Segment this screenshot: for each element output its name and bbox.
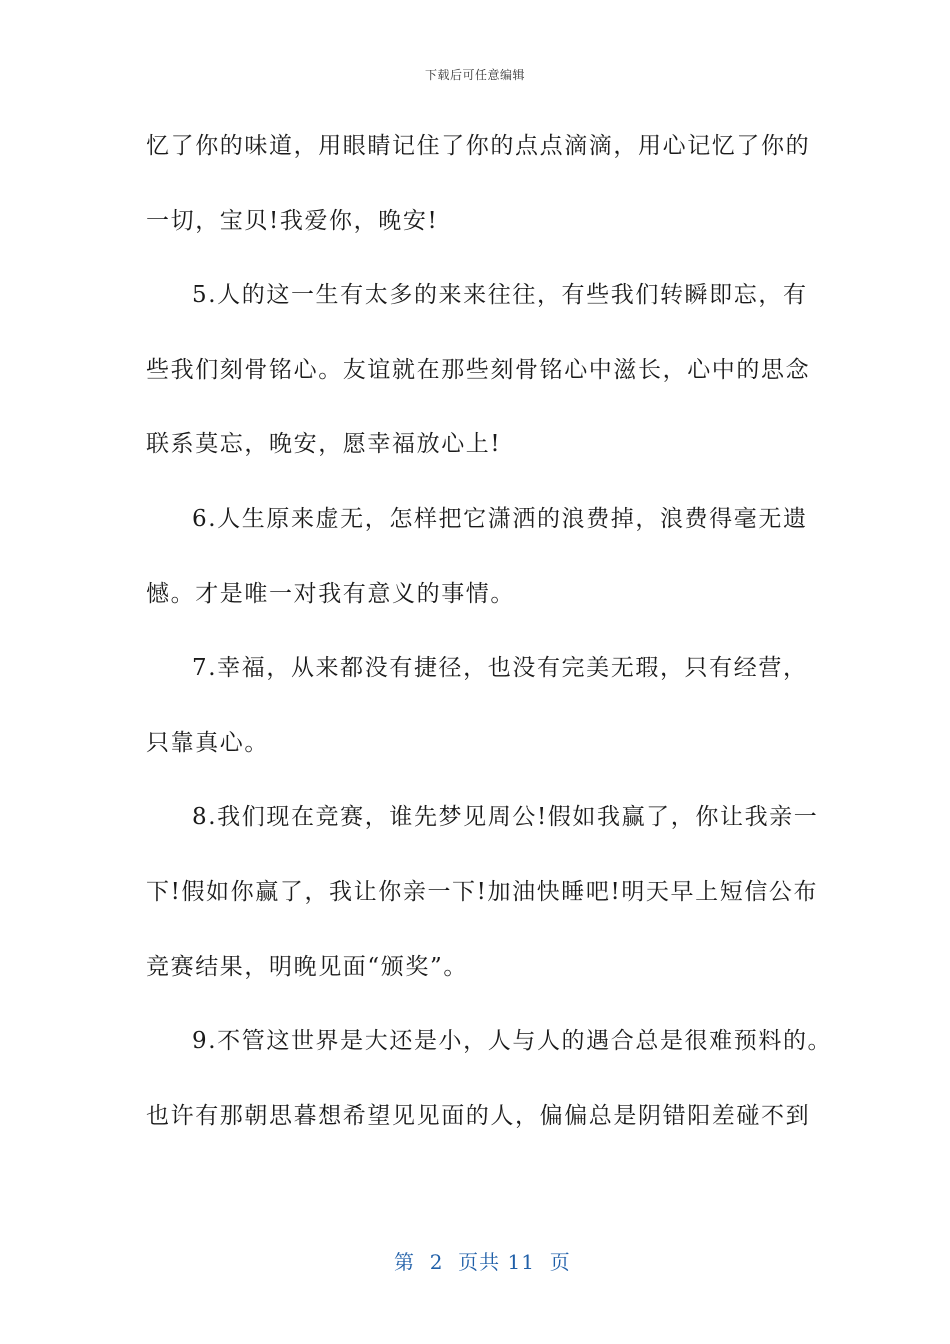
text-line: 5.人的这一生有太多的来来往往，有些我们转瞬即忘，有 <box>192 282 808 309</box>
text-line: 一切，宝贝!我爱你，晚安! <box>146 207 439 234</box>
page-header <box>0 66 950 83</box>
page-number-label: 第 2 页共 11 页 <box>394 1250 571 1274</box>
text-line: 9.不管这世界是大还是小，人与人的遇合总是很难预料的。 <box>192 1028 833 1055</box>
text-line: 联系莫忘，晚安，愿幸福放心上! <box>146 431 502 458</box>
text-line: 憾。才是唯一对我有意义的事情。 <box>146 580 515 607</box>
header-note: 下载后可任意编辑 <box>424 68 525 82</box>
text-line: 也许有那朝思暮想希望见见面的人，偏偏总是阴错阳差碰不到 <box>146 1102 811 1129</box>
document-body <box>146 120 833 1164</box>
text-line: 些我们刻骨铭心。友谊就在那些刻骨铭心中滋长，心中的思念 <box>146 356 811 383</box>
text-line: 忆了你的味道，用眼睛记住了你的点点滴滴，用心记忆了你的 <box>146 133 811 159</box>
text-line: 下!假如你赢了，我让你亲一下!加油快睡吧!明天早上短信公布 <box>146 878 819 905</box>
text-line: 只靠真心。 <box>146 729 269 756</box>
page-footer <box>0 1222 950 1275</box>
text-line: 7.幸福，从来都没有捷径，也没有完美无瑕，只有经营， <box>192 655 808 682</box>
text-line: 6.人生原来虚无，怎样把它潇洒的浪费掉，浪费得毫无遗 <box>192 505 808 532</box>
text-line: 竞赛结果，明晚见面“颁奖”。 <box>146 953 468 980</box>
text-line: 8.我们现在竞赛，谁先梦见周公!假如我赢了，你让我亲一 <box>192 804 819 831</box>
